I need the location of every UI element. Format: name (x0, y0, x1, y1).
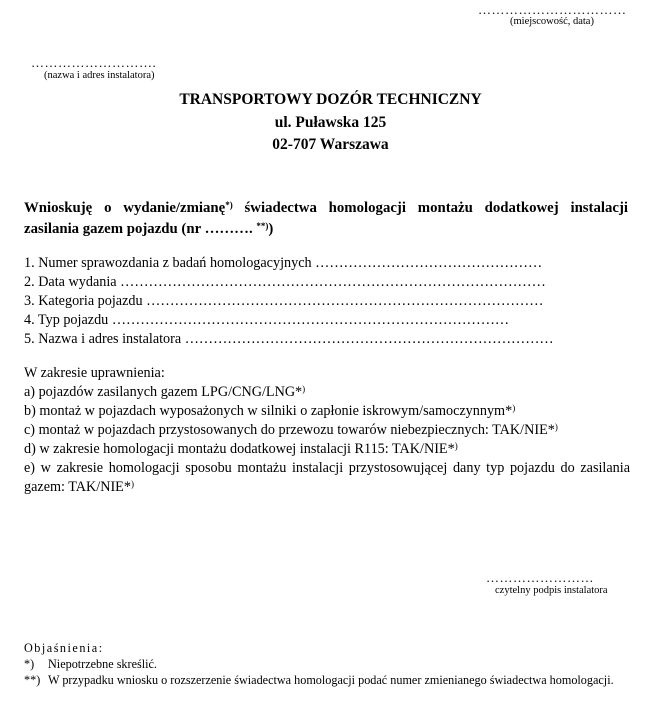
authority-street: ul. Puławska 125 (274, 114, 387, 131)
scope-text: d) w zakresie homologacji montażu dodatkowej instalacji R115: TAK/NIE* (24, 441, 455, 457)
note-mark: *) (24, 657, 35, 671)
field-dots: ………………………………………………………………………… (111, 312, 510, 328)
fields-list (24, 254, 628, 349)
scope-text: a) pojazdów zasilanych gazem LPG/CNG/LNG* (24, 384, 303, 400)
field-label: 2. Data wydania (24, 274, 121, 290)
footnote-mark-1: *) (225, 200, 233, 210)
scope-text: b) montaż w pojazdach wyposażonych w silniki o zapłonie iskrowym/samoczynnym* (24, 403, 513, 419)
note-item (24, 672, 630, 688)
field-dots: ………………………………………… (315, 255, 543, 271)
request-text-3: ) (268, 221, 274, 237)
signature-field: …………………… (486, 570, 594, 585)
notes-heading: Objaśnienia: (24, 641, 104, 655)
field-label: 3. Kategoria pojazdu (24, 293, 147, 309)
request-statement (24, 198, 628, 240)
field-label: 5. Nazwa i adres instalatora (24, 331, 185, 347)
notes-section (24, 640, 630, 688)
request-text-2: świadectwa homologacji montażu dodatkowej instalacji zasilania gazem pojazdu (nr ………. (24, 200, 628, 237)
footnote-mark: ) (130, 479, 134, 489)
footnote-mark: ) (302, 384, 306, 394)
installer-caption: (nazwa i adres instalatora) (44, 70, 155, 81)
field-label: 4. Typ pojazdu (24, 312, 112, 328)
field-vehicle-type (24, 311, 628, 330)
place-date-caption: (miejscowość, data) (510, 16, 594, 27)
footnote-mark: ) (554, 422, 558, 432)
note-text: Niepotrzebne skreślić. (48, 657, 157, 671)
field-issue-date (24, 273, 628, 292)
field-vehicle-category (24, 292, 628, 311)
field-dots: …………………………………………………………………… (184, 331, 554, 347)
footnote-mark-2: **) (256, 221, 269, 231)
authority-city: 02-707 Warszawa (272, 136, 389, 153)
note-item (24, 656, 630, 672)
scope-heading: W zakresie uprawnienia: (24, 365, 165, 381)
footnote-mark: ) (454, 441, 458, 451)
scope-section (24, 364, 630, 497)
scope-item-b (24, 402, 630, 421)
field-label: 1. Numer sprawozdania z badań homologacyjnych (24, 255, 316, 271)
field-dots: ………………………………………………………………………… (146, 293, 544, 309)
authority-name: TRANSPORTOWY DOZÓR TECHNICZNY (179, 91, 482, 108)
note-mark: **) (24, 673, 41, 687)
field-report-number (24, 254, 628, 273)
scope-item-c (24, 421, 630, 440)
note-text: W przypadku wniosku o rozszerzenie świadectwa homologacji podać numer zmienianego świadectwa homologacji. (48, 673, 614, 687)
scope-text: e) w zakresie homologacji sposobu montażu instalacji przystosowującej dany typ pojazdu do zasilania gazem: TAK/NIE* (24, 460, 630, 495)
field-dots: ……………………………………………………………………………… (120, 274, 546, 290)
scope-item-e (24, 459, 630, 497)
scope-item-d (24, 440, 630, 459)
scope-text: c) montaż w pojazdach przystosowanych do przewozu towarów niebezpiecznych: TAK/NIE* (24, 422, 555, 438)
field-installer-name (24, 330, 628, 349)
signature-caption: czytelny podpis instalatora (495, 585, 608, 596)
footnote-mark: ) (512, 403, 516, 413)
request-text-1: Wnioskuję o wydanie/zmianę (24, 200, 226, 216)
installer-field: ………………………. (31, 55, 157, 70)
place-date-field: …………………………… (478, 2, 627, 17)
scope-item-a (24, 383, 630, 402)
